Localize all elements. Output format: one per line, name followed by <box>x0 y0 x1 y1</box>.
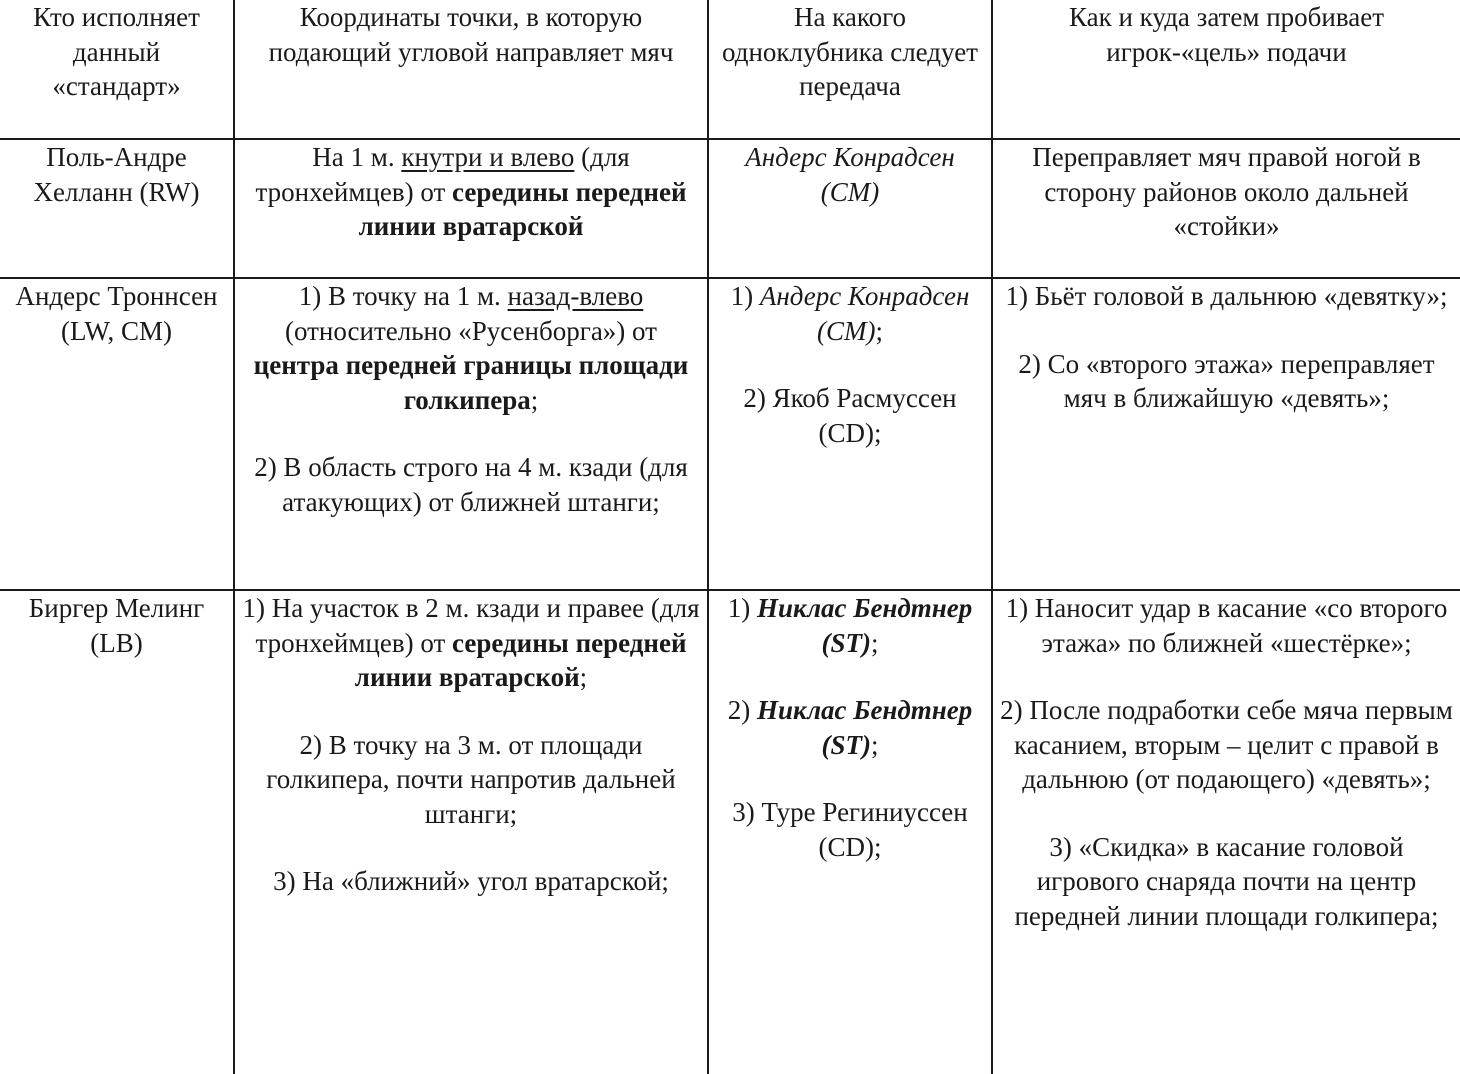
shot-cell <box>992 139 1460 278</box>
shot-cell <box>992 590 1460 1074</box>
target-text: ; <box>870 627 879 658</box>
header-target-text: На какого одноклубника следует передача <box>722 2 985 101</box>
point-text: 1) На участок в 2 м. кзади и правее (для тронхеймцев) от <box>242 593 700 658</box>
spacer <box>999 797 1454 830</box>
spacer <box>241 695 701 728</box>
spacer <box>715 762 985 795</box>
table-row <box>0 139 1460 278</box>
header-cell-shot <box>992 0 1460 139</box>
point-text: (для тронхеймцев) от <box>255 142 630 207</box>
point-underlined-text: назад-влево <box>507 281 644 311</box>
shot-entry: 1) Бьёт головой в дальнюю «девятку»; <box>1005 281 1448 311</box>
target-entry <box>715 140 985 209</box>
point-cell <box>234 590 708 1074</box>
shot-entry: 3) «Скидка» в касание головой игрового снаряда почти на центр передней линии площади голкипера; <box>1014 831 1439 931</box>
player-cell <box>0 278 234 590</box>
point-entry: 2) В точку на 3 м. от площади голкипера, почти напротив дальней штанги; <box>266 729 676 829</box>
point-entry: 3) На «ближний» угол вратарской; <box>273 866 669 896</box>
target-text: ; <box>870 729 879 760</box>
target-entry: 3) Туре Региниуссен (CD); <box>732 797 968 862</box>
point-text: ; <box>579 662 588 692</box>
target-player-name: Андерс Конрадсен (CM) <box>759 281 970 346</box>
target-cell <box>708 590 992 1074</box>
player-cell <box>0 590 234 1074</box>
point-text: ; <box>530 384 539 415</box>
point-entry: 2) В область строго на 4 м. кзади (для атакующих) от ближней штанги; <box>254 452 688 517</box>
player-name: Биргер Мелинг (LB) <box>28 593 211 658</box>
spacer <box>999 660 1454 693</box>
header-cell-point <box>234 0 708 139</box>
point-cell <box>234 278 708 590</box>
player-name: Андерс Троннсен (LW, CM) <box>15 281 225 346</box>
shot-cell <box>992 278 1460 590</box>
point-underlined-text: кнутри и влево <box>401 142 575 172</box>
point-bold-text: центра передней границы площади голкипера <box>253 350 689 415</box>
target-entry: 2) Якоб Расмуссен (CD); <box>743 383 957 448</box>
point-entry <box>241 279 701 417</box>
spacer <box>241 417 701 450</box>
target-player-name: Никлас Бендтнер (ST) <box>756 593 973 658</box>
target-number: 1) <box>730 281 760 311</box>
header-shot-text: Как и куда затем пробивает игрок-«цель» подачи <box>1068 2 1391 67</box>
shot-entry: Переправляет мяч правой ногой в сторону районов около дальней «стойки» <box>1032 142 1421 241</box>
target-entry <box>715 279 985 348</box>
spacer <box>999 314 1454 347</box>
point-bold-text: середины передней линии вратарской <box>354 627 687 692</box>
table-row <box>0 590 1460 1074</box>
shot-entry: 2) Со «второго этажа» переправляет мяч в ближайшую «девять»; <box>1018 348 1435 413</box>
shot-entry: 2) После подработки себе мяча первым касанием, вторым – целит с правой в дальнюю (от подающего) «девять»; <box>1000 695 1453 794</box>
target-number: 1) <box>727 593 757 623</box>
header-taker-text: Кто исполняет данный «стандарт» <box>33 2 207 101</box>
table-row <box>0 278 1460 590</box>
point-text: (относительно «Русенборга») от <box>284 315 657 346</box>
target-entry <box>715 591 985 660</box>
target-cell <box>708 139 992 278</box>
spacer <box>715 348 985 381</box>
header-point-text: Координаты точки, в которую подающий угловой направляет мяч <box>268 2 674 67</box>
header-row <box>0 0 1460 139</box>
target-player-name: Никлас Бендтнер (ST) <box>756 695 973 760</box>
shot-entry: 1) Наносит удар в касание «со второго этажа» по ближней «шестёрке»; <box>1005 593 1448 658</box>
target-cell <box>708 278 992 590</box>
target-entry <box>715 693 985 762</box>
point-bold-text: середины передней линии вратарской <box>358 176 687 241</box>
point-text: На 1 м. <box>312 142 402 172</box>
point-cell <box>234 139 708 278</box>
target-number: 2) <box>727 695 757 725</box>
header-cell-taker <box>0 0 234 139</box>
player-cell <box>0 139 234 278</box>
target-text: ; <box>875 315 883 346</box>
header-cell-target <box>708 0 992 139</box>
point-text: 1) В точку на 1 м. <box>298 281 508 311</box>
spacer <box>241 831 701 864</box>
target-player-name: Андерс Конрадсен (CM) <box>745 142 955 207</box>
player-name: Поль-Андре Хелланн (RW) <box>33 142 200 207</box>
point-entry <box>241 591 701 695</box>
point-entry <box>241 140 701 244</box>
spacer <box>715 660 985 693</box>
